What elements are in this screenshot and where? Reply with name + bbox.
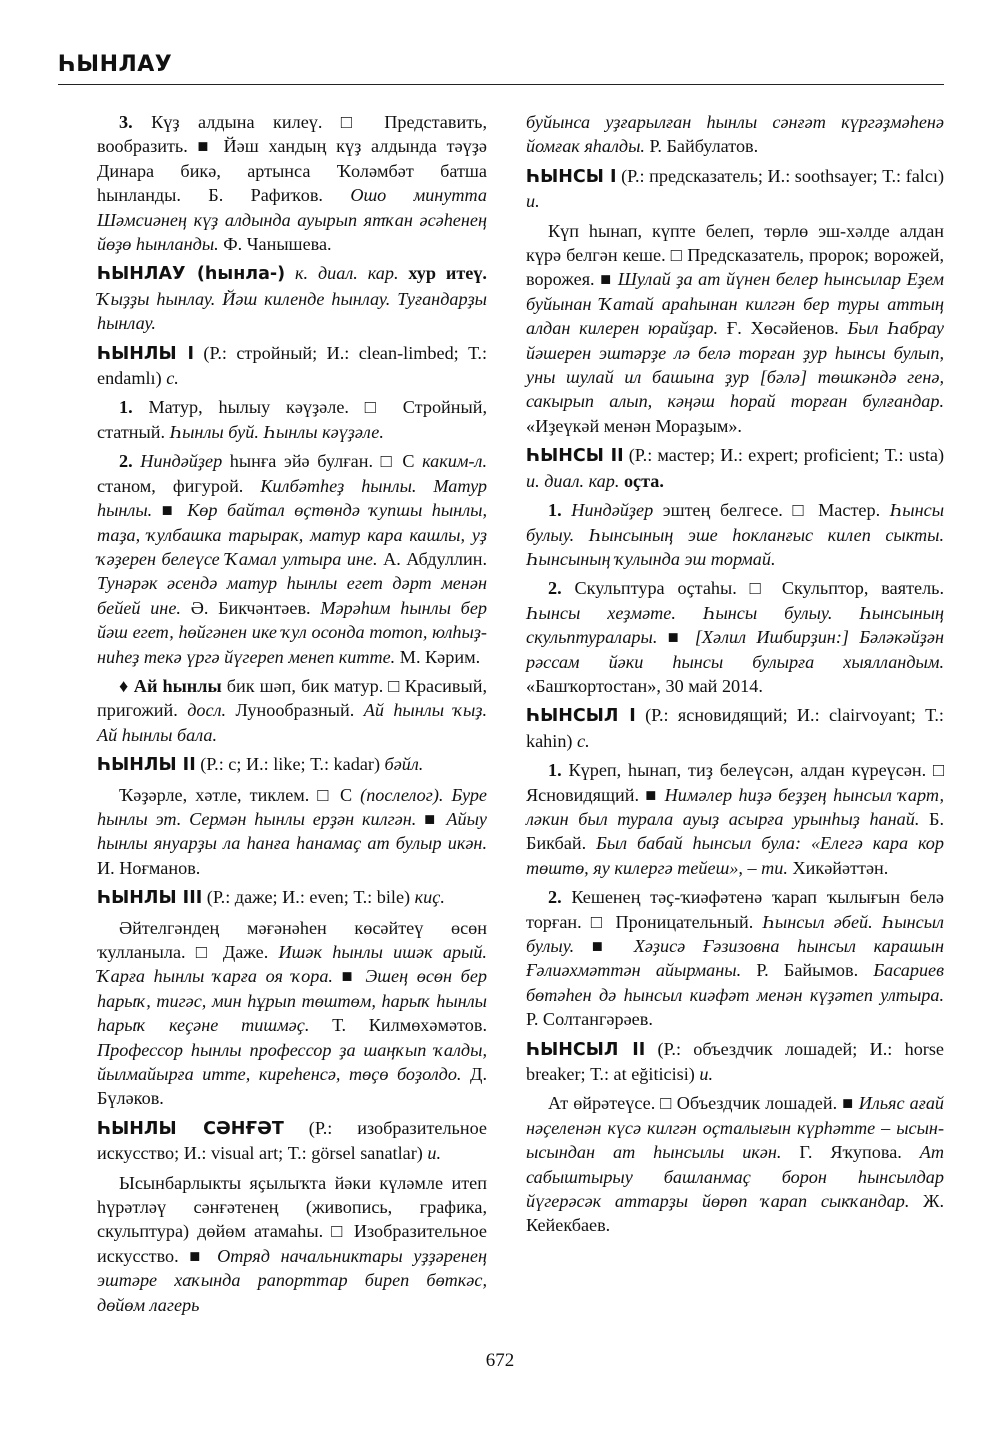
sense-paragraph xyxy=(97,110,487,256)
text-run: Б. Бикбай. xyxy=(526,808,944,854)
text-run: (Р.: с; И.: like; Т.: kadar) xyxy=(195,754,385,775)
text-run: Т. Килмөхәмәтов. xyxy=(309,1015,487,1036)
text-run: Матур, һылыу кәүҙәле. □ Стройный, статный. xyxy=(97,397,488,442)
text-run: Ниндәйҙер xyxy=(571,500,654,521)
text-run: Д. Бүләков. xyxy=(97,1064,487,1109)
text-run: Эшең өсөн бер һарыҡ, тигәс, мин һұрып төштөм, һарыҡ һынлы һарыҡ кеҫәне тишмәҫ. xyxy=(97,966,487,1036)
right-column xyxy=(526,110,944,1243)
text-run: Ж. Кейекбаев. xyxy=(526,1191,944,1236)
text-run: И. Ноғманов. xyxy=(97,857,201,878)
text-run: Һынсы хеҙмәте. Һынсы булыу. Һынсының скульптуралары. xyxy=(526,602,944,648)
dictionary-entry-head xyxy=(97,261,487,335)
sense-paragraph xyxy=(97,674,487,747)
text-run: Айыу һынлы януарҙы ла һанға һанамаҫ ат булыр икән. xyxy=(97,808,487,854)
headword: ҺЫНСЫ II xyxy=(526,446,624,467)
text-run: (Р.: изобразительное искусство; И.: visual art; Т.: görsel sanatlar) xyxy=(97,1117,487,1164)
text-run: Р. Байымов. xyxy=(741,960,874,981)
text-run: Ай һынлы ҡыҙ. Ай һынлы бала. xyxy=(97,700,488,745)
text-run: Профессор һынлы профессор ҙа шаңҡып ҡалды, йылмайырға итте, киреһенсә, төҫө боҙолдо. xyxy=(97,1039,487,1085)
text-run: ■ xyxy=(152,500,188,521)
text-run: и. xyxy=(526,191,540,212)
text-run: (Р.: предсказатель; И.: soothsayer; Т.: falcı) xyxy=(616,165,945,186)
text-run: М. Кәрим. xyxy=(395,646,481,667)
text-run: Басариев бөтәһен дә һынсыл киәфәт менән күҙәтеп ултыра. xyxy=(526,960,944,1005)
text-run: Һынлы буй. Һынлы кәүҙәле. xyxy=(169,421,384,442)
text-run: ■ xyxy=(657,627,695,648)
text-run: оҫта. xyxy=(623,470,664,491)
running-header xyxy=(58,44,944,85)
text-run: Тунәрәк әсендә матур һынлы егет дәрт менән бейей ине. xyxy=(97,573,487,618)
text-run: Һынсыл әбей. Һынсыл булыу. xyxy=(526,911,944,956)
text-run: Күп һынап, күпте белеп, төрлө эш-хәлде алдан күрә белгән кеше. □ Предсказатель, пророк; ворожей, ворожея. ■ xyxy=(526,220,944,290)
text-run: (Р.: объездчик лошадей; И.: horse breaker; Т.: at eğiticisi) xyxy=(526,1038,944,1085)
headword: ҺЫНСЫ I xyxy=(526,166,617,187)
dictionary-entry-head xyxy=(526,703,944,753)
text-run: Йәш хандың күҙ алдында тәүҙә Динара бикә, артынса Ҡоләмбәт батша һынланды. xyxy=(97,136,488,206)
text-run: ■ xyxy=(416,808,447,829)
dictionary-entry-head xyxy=(97,752,487,777)
text-run: буйынса уҙғарылған һынлы сәнғәт күргәҙмәһенә йомғак яһалды. xyxy=(526,112,944,157)
dictionary-entry-head xyxy=(97,885,487,910)
text-run: и. xyxy=(427,1143,442,1164)
sense-paragraph xyxy=(526,1091,944,1237)
headword: ҺЫНЛЫ I xyxy=(97,343,195,364)
dictionary-entry-head xyxy=(97,1116,487,1166)
text-run: Ишәк һынлы ишәк арый. Ҡарға һынлы ҡарға оя ҡора. xyxy=(97,942,487,987)
dictionary-entry-head xyxy=(526,443,944,493)
text-run: хур итеү. xyxy=(408,263,487,284)
page-number: 672 xyxy=(485,1350,515,1371)
sense-paragraph xyxy=(97,916,487,1111)
text-run: Ҡәҙәрле, хәтле, тиклем. □ С xyxy=(119,784,361,805)
continued-paragraph xyxy=(526,110,944,159)
text-run: станом, фигурой. xyxy=(97,475,261,496)
text-run: Күҙ алдына килеү. □ Представить, вообразить. ■ xyxy=(97,112,487,157)
text-run: Ә. Бикчәнтәев. xyxy=(180,597,321,618)
sense-paragraph xyxy=(526,498,944,571)
text-run: бик шәп, бик матур. □ Красивый, пригожий. xyxy=(97,675,487,721)
headword: ҺЫНЛЫ III xyxy=(97,888,203,909)
sense-paragraph xyxy=(97,395,487,444)
text-run: һынға эйә булған. □ С xyxy=(222,451,423,472)
text-run: 2. xyxy=(548,887,572,908)
sense-paragraph xyxy=(526,219,944,439)
text-run: Хәҙисә Ғәзизовна һынсыл карашын Ғәлиәхмәттән айырманы. xyxy=(526,936,944,981)
text-run: Ильяс ағай нәҫеленән күсә килгән оҫталығын күрһәтте – ысын-ысындан ат һынсылы икән. xyxy=(526,1093,945,1163)
text-run: с. xyxy=(166,368,179,389)
text-run: бәйл. xyxy=(384,754,424,775)
text-run: Ат сабыштырыу башланмаҫ борон һынсылдар йүгерәсәк аттарҙы йөрөп ҡарап сыкҡандар. xyxy=(526,1142,945,1212)
headword: ҺЫНСЫЛ II xyxy=(526,1039,646,1060)
text-run: Г. Яҡупова. xyxy=(781,1142,920,1163)
text-run: Ат өйрәтеүсе. □ Объездчик лошадей. ■ xyxy=(548,1093,859,1114)
text-run: Хикәйәттән. xyxy=(787,857,889,878)
text-run: «Иҙеүкәй менән Мораҙым». xyxy=(526,415,742,436)
text-run: досл. xyxy=(187,700,227,721)
text-run: Р. Байбулатов. xyxy=(644,136,759,157)
text-run: Ысынбарлыкты яҫылыҡта йәки күләмле итеп һүрәтләү сәнғәтенең (живопись, графика, скульптура) дөйөм атамаһы. □ Изобразительное искусство. ■ xyxy=(97,1172,487,1266)
text-run: 1. xyxy=(119,397,149,418)
text-run: [Хәлил Ишбирҙин:] Бәләкәйҙән рәссам йәки һынсы булырға хыялландым. xyxy=(526,627,944,672)
text-run: Ниндәйҙер xyxy=(140,451,223,472)
text-run: Көр байтал өҫтөндә ҡупшы һынлы, таҙа, ҡулбашка тарырак, матур кара кашлы, уҙ ҡәҙерен белеүсе Ҡамал ултыра ине. xyxy=(97,500,487,569)
text-run: 1. xyxy=(548,760,569,781)
headword: ҺЫНЛАУ (һынла-) xyxy=(97,264,286,285)
text-run: Нимәлер һиҙә беҙҙең һынсыл ҡарт, ләкин был турала ауыҙ асырға урынһыҙ һанай. xyxy=(526,784,944,829)
text-run: Мәрәһим һынлы бер йәш егет, һөйгәнен ике ҡул осонда тотоп, юлһыҙ-ниһеҙ текә үргә йүгереп менеп китте. xyxy=(97,597,487,667)
text-run: и. диал. кар. xyxy=(526,470,624,491)
text-run: Ошо минутта Шәмсиәнең күҙ алдында ауырып ятҡан әсәһенең йөҙө һынланды. xyxy=(97,185,487,255)
text-run: Килбәтһеҙ һынлы. Матур һынлы. xyxy=(97,475,487,521)
text-run: (Р.: стройный; И.: clean-limbed; Т.: endamlı) xyxy=(97,342,487,389)
running-head-word: ҺЫНЛАУ xyxy=(58,52,173,77)
left-column xyxy=(97,110,487,1322)
text-run: ■ xyxy=(574,936,634,956)
text-run: Отряд начальниктары уҙҙәренең эштәре хаҡында рапорттар биреп бөткәс, дөйөм лагерь xyxy=(97,1245,487,1315)
text-run: Скульптура оҫтаһы. □ Скульптор, ваятель. xyxy=(574,578,945,599)
text-run: Кешенең тәҫ-ҡиәфәтенә ҡарап ҡылығын белә торған. □ Проницательный. xyxy=(526,887,945,932)
text-run: А. Абдуллин. xyxy=(377,548,487,569)
headword: ҺЫНСЫЛ I xyxy=(526,706,636,727)
text-run: (Р.: ясновидящий; И.: clairvoyant; Т.: kahin) xyxy=(526,705,944,751)
sense-paragraph xyxy=(526,758,944,880)
text-run: с. xyxy=(577,730,590,751)
text-run: Шулай ҙа ат йүнен белер һынсылар Еҙем буйынан Ҡатай араһынан килгән бер туры аттың алдан килерен юрайҙар. xyxy=(526,269,945,339)
text-run: ■ xyxy=(332,966,366,987)
text-run: эштең белгесе. □ Мастер. xyxy=(653,500,890,521)
headword: ҺЫНЛЫ СӘНҒӘТ xyxy=(97,1118,284,1139)
sense-paragraph xyxy=(97,783,487,881)
text-run: Ф. Чанышева. xyxy=(218,234,332,255)
text-run: ♦ Ай һынлы xyxy=(119,675,227,696)
text-run: Лунообразный. xyxy=(226,700,364,721)
text-run: (Р.: мастер; И.: expert; proficient; Т.: usta) xyxy=(623,445,944,466)
text-run: «Башҡортостан», 30 май 2014. xyxy=(526,675,763,696)
text-run: Был бабай һынсыл була: «Елегә кара кор төштө, яу килергә тейеш», – ти. xyxy=(526,833,944,878)
text-run: Ҡыҙҙы һынлау. Йәш килендe һынлау. Туғандарҙы һынлау. xyxy=(97,288,487,334)
text-run: и. xyxy=(699,1064,714,1085)
text-run: Күреп, һынап, тиҙ белеүсән, алдан күреүсән. □ Ясновидящий. ■ xyxy=(526,760,945,805)
text-run: Ғ. Хөсәйенов. xyxy=(718,318,848,339)
headword: ҺЫНЛЫ II xyxy=(97,755,196,776)
text-run: Һынсы булыу. Һынсының эше һокланғыс килеп сыкты. Һынсының ҡулында эш тормай. xyxy=(526,500,945,569)
text-run: 3. xyxy=(119,112,152,132)
sense-paragraph xyxy=(526,576,944,698)
sense-paragraph xyxy=(97,1171,487,1317)
text-run: Б. Рафиҡов. xyxy=(180,185,351,206)
text-run: 2. xyxy=(119,451,141,472)
dictionary-entry-head xyxy=(526,1037,944,1087)
text-run: Был Һабрау йәшерен эштәрҙе лә белә торған ҙур һынсы булып, уны шулай ил башына ҙур [бәлә] төшкәндә генә, сакырып алып, кәңәш һорай торған булғандар. xyxy=(526,318,944,412)
text-run: 1. xyxy=(548,500,572,521)
text-run: каким-л. xyxy=(422,451,487,472)
sense-paragraph xyxy=(97,449,487,669)
text-run: Р. Солтангәрәев. xyxy=(526,1009,653,1030)
text-run: (Р.: даже; И.: even; Т.: bile) xyxy=(202,887,415,908)
text-run: Әйтелгәндең мәғәнәһен көсәйтеү өсөн ҡулланыла. □ Даже. xyxy=(97,917,487,962)
text-run: (послелог). Буре һынлы эт. Сермән һынлы ерҙән килгән. xyxy=(97,784,487,829)
text-run: к. диал. кар. xyxy=(285,263,409,284)
text-run: киҫ. xyxy=(414,887,445,908)
sense-paragraph xyxy=(526,885,944,1031)
dictionary-entry-head xyxy=(97,341,487,391)
dictionary-entry-head xyxy=(526,164,944,214)
text-run: 2. xyxy=(548,578,575,599)
